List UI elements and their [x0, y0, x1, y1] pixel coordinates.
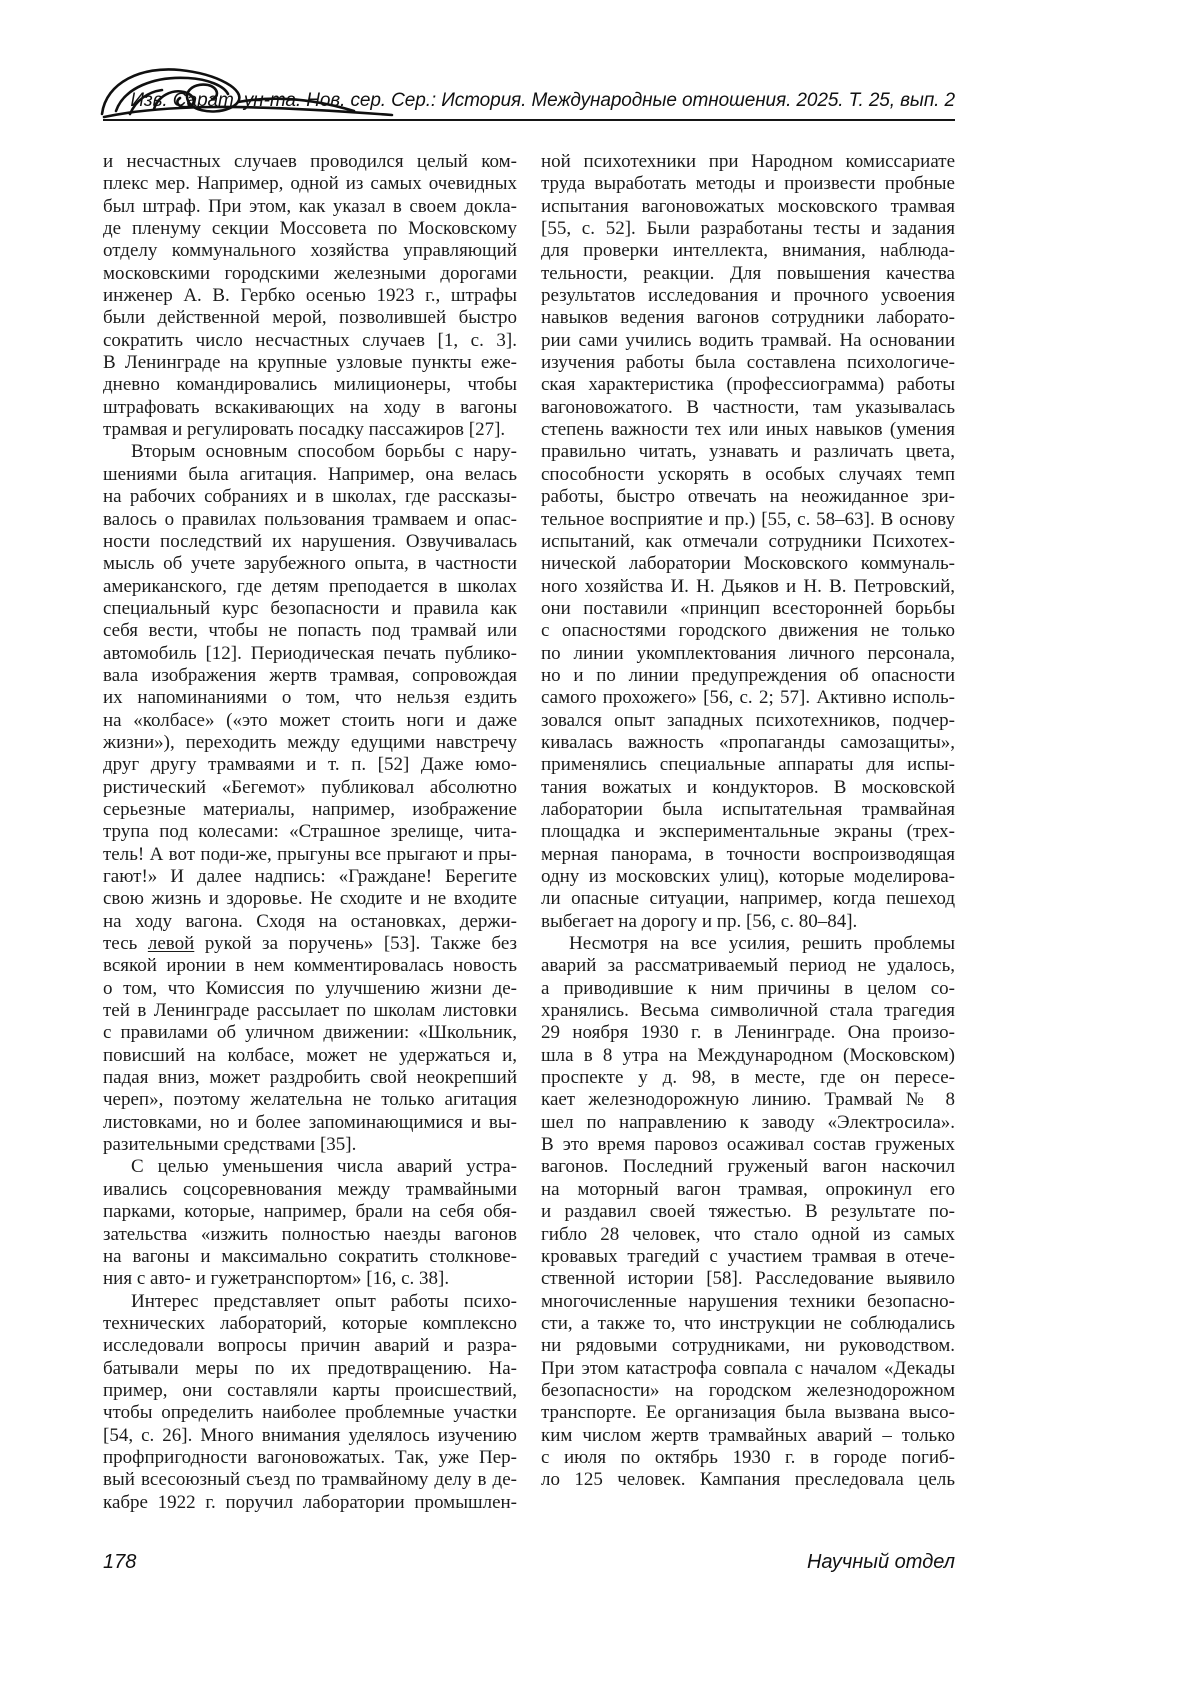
text-line: тельности, реакции. Для повышения качества [541, 262, 955, 284]
text-line: площадка и экспериментальные экраны (трех- [541, 821, 955, 843]
text-line: мысль об учете зарубежного опыта, в частности [103, 553, 517, 575]
text-line: трамвая и регулировать посадку пассажиров [27]. [103, 419, 506, 441]
text-line: В это время паровоз осаживал состав груженых [541, 1134, 955, 1156]
text-line: они поставили «принцип всесторонней борьбы [541, 597, 955, 619]
text-line: изучения работы была составлена психологиче- [541, 352, 955, 374]
text-line: их напоминаниями о том, что нельзя ездить [103, 687, 517, 709]
text-line [103, 933, 517, 955]
text-line: способности ускорять в особых случаях темп [541, 463, 955, 485]
text-line: вагонов. Последний груженый вагон наскочил [541, 1156, 955, 1178]
text-line: но и по линии предупреждения об опасности [541, 664, 955, 686]
text-line: серьезные материалы, например, изображение [103, 798, 517, 820]
text-line: применялись специальные аппараты для испы- [541, 754, 955, 776]
text-line: московскими городскими железными дорогами [103, 262, 517, 284]
text-line: тей в Ленинграде рассылает по школам листовки [103, 1000, 517, 1022]
text-line: ким числом жертв трамвайных аварий – только [541, 1424, 955, 1446]
text-line: на «колбасе» («это может стоить ноги и даже [103, 709, 517, 731]
text-column-left [103, 151, 517, 1514]
text-line: жизни»), переходить между едущими навстречу [103, 731, 517, 753]
text-line: ственной истории [58]. Расследование выявило [541, 1268, 955, 1290]
text-line: американского, где детям преподается в школах [103, 575, 517, 597]
text-line: испытаний, как отмечали сотрудники Психотех- [541, 530, 955, 552]
text-line: а приводившие к ним причины в целом со- [541, 977, 955, 999]
text-line: чтобы определить наиболее проблемные участки [103, 1402, 517, 1424]
text-line: выбегает на дорогу и пр. [56, с. 80–84]. [541, 910, 858, 932]
text-line: ного хозяйства И. Н. Дьяков и Н. В. Петровский, [541, 575, 955, 597]
text-line: мерная панорама, в точности воспроизводящая [541, 843, 955, 865]
text-line: результатов исследования и прочного усвоения [541, 285, 955, 307]
text-line: батывали меры по их предотвращению. На- [103, 1357, 517, 1379]
text-line: многочисленные нарушения техники безопасно- [541, 1290, 955, 1312]
text-line: кабре 1922 г. поручил лаборатории промышлен- [103, 1491, 517, 1513]
text-line: был штраф. При этом, как указал в своем докла- [103, 195, 517, 217]
text-line: сти, а также то, что инструкции не соблюдались [541, 1312, 955, 1334]
text-line: проспекте у д. 98, в месте, где он пересе- [541, 1067, 955, 1089]
text-line: ности последствий их нарушения. Озвучивалась [103, 530, 517, 552]
text-segment: тесь [103, 933, 148, 955]
text-line: де пленуму секции Моссовета по Московскому [103, 218, 517, 240]
text-line: нической лаборатории Московского коммуналь- [541, 553, 955, 575]
text-line: себя вести, чтобы не попасть под трамвай или [103, 620, 517, 642]
text-line: зовался опыт западных психотехников, подчер- [541, 709, 955, 731]
text-line: друг другу трамваями и т. п. [52] Даже юмо- [103, 754, 517, 776]
text-line: рии сами учились водить трамвай. На основании [541, 329, 955, 351]
text-line: С целью уменьшения числа аварий устра- [131, 1156, 517, 1178]
text-line: правильно читать, узнавать и различать цвета, [541, 441, 955, 463]
text-line: ной психотехники при Народном комиссариате [541, 151, 955, 172]
text-line: При этом катастрофа совпала с началом «Декады [541, 1357, 955, 1379]
text-line: ивались соцсоревнования между трамвайными [103, 1178, 517, 1200]
text-line: валось о правилах пользования трамваем и опас- [103, 508, 517, 530]
text-line: лаборатории была испытательная трамвайная [541, 798, 955, 820]
page-footer [103, 1551, 955, 1574]
text-line: с правилами об уличном движении: «Школьник, [103, 1022, 517, 1044]
text-line: 29 ноября 1930 г. в Ленинграде. Она произо- [541, 1022, 955, 1044]
text-line: сократить число несчастных случаев [1, с. 3]. [103, 329, 517, 351]
text-line: работы, быстро отвечать на неожиданное зри- [541, 486, 955, 508]
text-line: транспорте. Ее организация была вызвана высо- [541, 1402, 955, 1424]
text-line: вала изображения жертв трамвая, сопровождая [103, 664, 517, 686]
text-line: труда выработать методы и произвести пробные [541, 173, 955, 195]
page-number: 178 [103, 1551, 137, 1573]
text-line: аварий за рассматриваемый период не удалось, [541, 955, 955, 977]
text-line: безопасности» на городском железнодорожном [541, 1379, 955, 1401]
text-line: тания вожатых и кондукторов. В московской [541, 776, 955, 798]
text-line: отделу коммунального хозяйства управляющий [103, 240, 517, 262]
text-line: самого прохожего» [56, с. 2; 57]. Активно исполь- [541, 687, 955, 709]
text-line: ристический «Бегемот» публиковал абсолютно [103, 776, 517, 798]
text-line: кивалась важность «пропаганды самозащиты», [541, 731, 955, 753]
text-line: гибло 28 человек, что стало одной из самых [541, 1223, 955, 1245]
text-line: исследовали вопросы причин аварий и разра- [103, 1335, 517, 1357]
text-line: навыков ведения вагонов сотрудники лаборато- [541, 307, 955, 329]
text-line: и несчастных случаев проводился целый ком- [103, 151, 517, 172]
header-rule [103, 119, 955, 121]
text-line: вагоновожатого. В частности, там указывалась [541, 396, 955, 418]
text-line: штрафовать вскакивающих на ходу в вагоны [103, 396, 517, 418]
text-line: технических лабораторий, которые комплексно [103, 1312, 517, 1334]
text-line: кровавых трагедий с участием трамвая в отече- [541, 1245, 955, 1267]
text-line: степень важности тех или иных навыков (умения [541, 419, 955, 441]
text-line: для проверки интеллекта, внимания, наблюда- [541, 240, 955, 262]
text-line: ния с авто- и гужетранспортом» [16, с. 38]. [103, 1268, 450, 1290]
text-line: специальный курс безопасности и правила как [103, 597, 517, 619]
text-line: на рабочих собраниях и в школах, где рассказы- [103, 486, 517, 508]
text-line: листовками, но и более запоминающимися и вы- [103, 1111, 517, 1133]
text-segment: рукой за поручень» [53]. Также без [194, 933, 517, 955]
text-line: профпригодности вагоновожатых. Так, уже Пер- [103, 1446, 517, 1468]
text-line: ская характеристика (профессиограмма) работы [541, 374, 955, 396]
text-line: тель! А вот поди-же, прыгуны все прыгают и пры- [103, 843, 517, 865]
text-line: [55, с. 52]. Были разработаны тесты и задания [541, 218, 955, 240]
text-line: [54, с. 26]. Много внимания уделялось изучению [103, 1424, 517, 1446]
text-line: хранялись. Весьма символичной стала трагедия [541, 1000, 955, 1022]
text-line: Вторым основным способом борьбы с нару- [131, 441, 517, 463]
text-line: шел по направлению к заводу «Электросила». [541, 1111, 955, 1133]
text-line: шла в 8 утра на Международном (Московском) [541, 1044, 955, 1066]
text-line: В Ленинграде на крупные узловые пункты еже- [103, 352, 517, 374]
text-line: испытания вагоновожатых московского трамвая [541, 195, 955, 217]
text-line: о том, что Комиссия по улучшению жизни де- [103, 977, 517, 999]
text-line: зательства «изжить полностью наезды вагонов [103, 1223, 517, 1245]
text-line: вый всесоюзный съезд по трамвайному делу в де- [103, 1469, 517, 1491]
text-line: Интерес представляет опыт работы психо- [131, 1290, 517, 1312]
text-line: на ходу вагона. Сходя на остановках, держи- [103, 910, 517, 932]
article-body [103, 151, 955, 1514]
text-line: разительными средствами [35]. [103, 1134, 357, 1156]
text-line: ли опасные ситуации, например, когда пешеход [541, 888, 955, 910]
text-line: ло 125 человек. Кампания преследовала цель [541, 1469, 955, 1491]
journal-running-head: Изв. Сарат. ун-та. Нов. сер. Сер.: История. Международные отношения. 2025. Т. 25, вып. 2 [130, 90, 955, 111]
text-line: плекс мер. Например, одной из самых очевидных [103, 173, 517, 195]
text-line: кает железнодорожную линию. Трамвай № 8 [541, 1089, 955, 1111]
section-label: Научный отдел [806, 1551, 955, 1573]
text-line: на моторный вагон трамвая, опрокинул его [541, 1178, 955, 1200]
text-line: всякой иронии в нем комментировалась новость [103, 955, 517, 977]
text-line: ни рядовыми сотрудниками, ни руководством. [541, 1335, 955, 1357]
text-line: парками, которые, например, брали на себя обя- [103, 1201, 517, 1223]
text-line: тельное восприятие и пр.) [55, с. 58–63]. В основу [541, 508, 955, 530]
text-line: были действенной мерой, позволившей быстро [103, 307, 517, 329]
text-line: пример, они составляли карты происшествий, [103, 1379, 517, 1401]
text-line: гают!» И далее надпись: «Граждане! Берегите [103, 866, 517, 887]
text-line: с июля по октябрь 1930 г. в городе погиб- [541, 1446, 955, 1468]
text-line: трупа под колесами: «Страшное зрелище, чита- [103, 821, 517, 843]
text-line: череп», поэтому желательна не только агитация [103, 1089, 517, 1111]
text-line: свою жизнь и здоровье. Не сходите и не входите [103, 888, 517, 910]
text-line: и раздавил своей тяжестью. В результате по- [541, 1201, 955, 1223]
text-line: падая вниз, может раздробить свой неокрепший [103, 1067, 517, 1089]
text-line: автомобиль [12]. Периодическая печать публико- [103, 642, 517, 664]
text-line: на вагоны и максимально сократить столкнове- [103, 1245, 517, 1267]
text-line: одну из московских улиц), которые моделирова- [541, 866, 955, 887]
text-line: повисший на колбасе, может не удержаться и, [103, 1044, 517, 1066]
text-line: по линии укомплектования личного персонала, [541, 642, 955, 664]
text-line: дневно командировались милиционеры, чтобы [103, 374, 517, 396]
text-line: Несмотря на все усилия, решить проблемы [569, 933, 955, 955]
text-column-right [541, 151, 955, 1514]
text-line: шениями была агитация. Например, она велась [103, 463, 517, 485]
underlined-word: левой [147, 933, 195, 955]
text-line: с опасностями городского движения не только [541, 620, 955, 642]
text-line: инженер А. В. Гербко осенью 1923 г., штрафы [103, 285, 517, 307]
